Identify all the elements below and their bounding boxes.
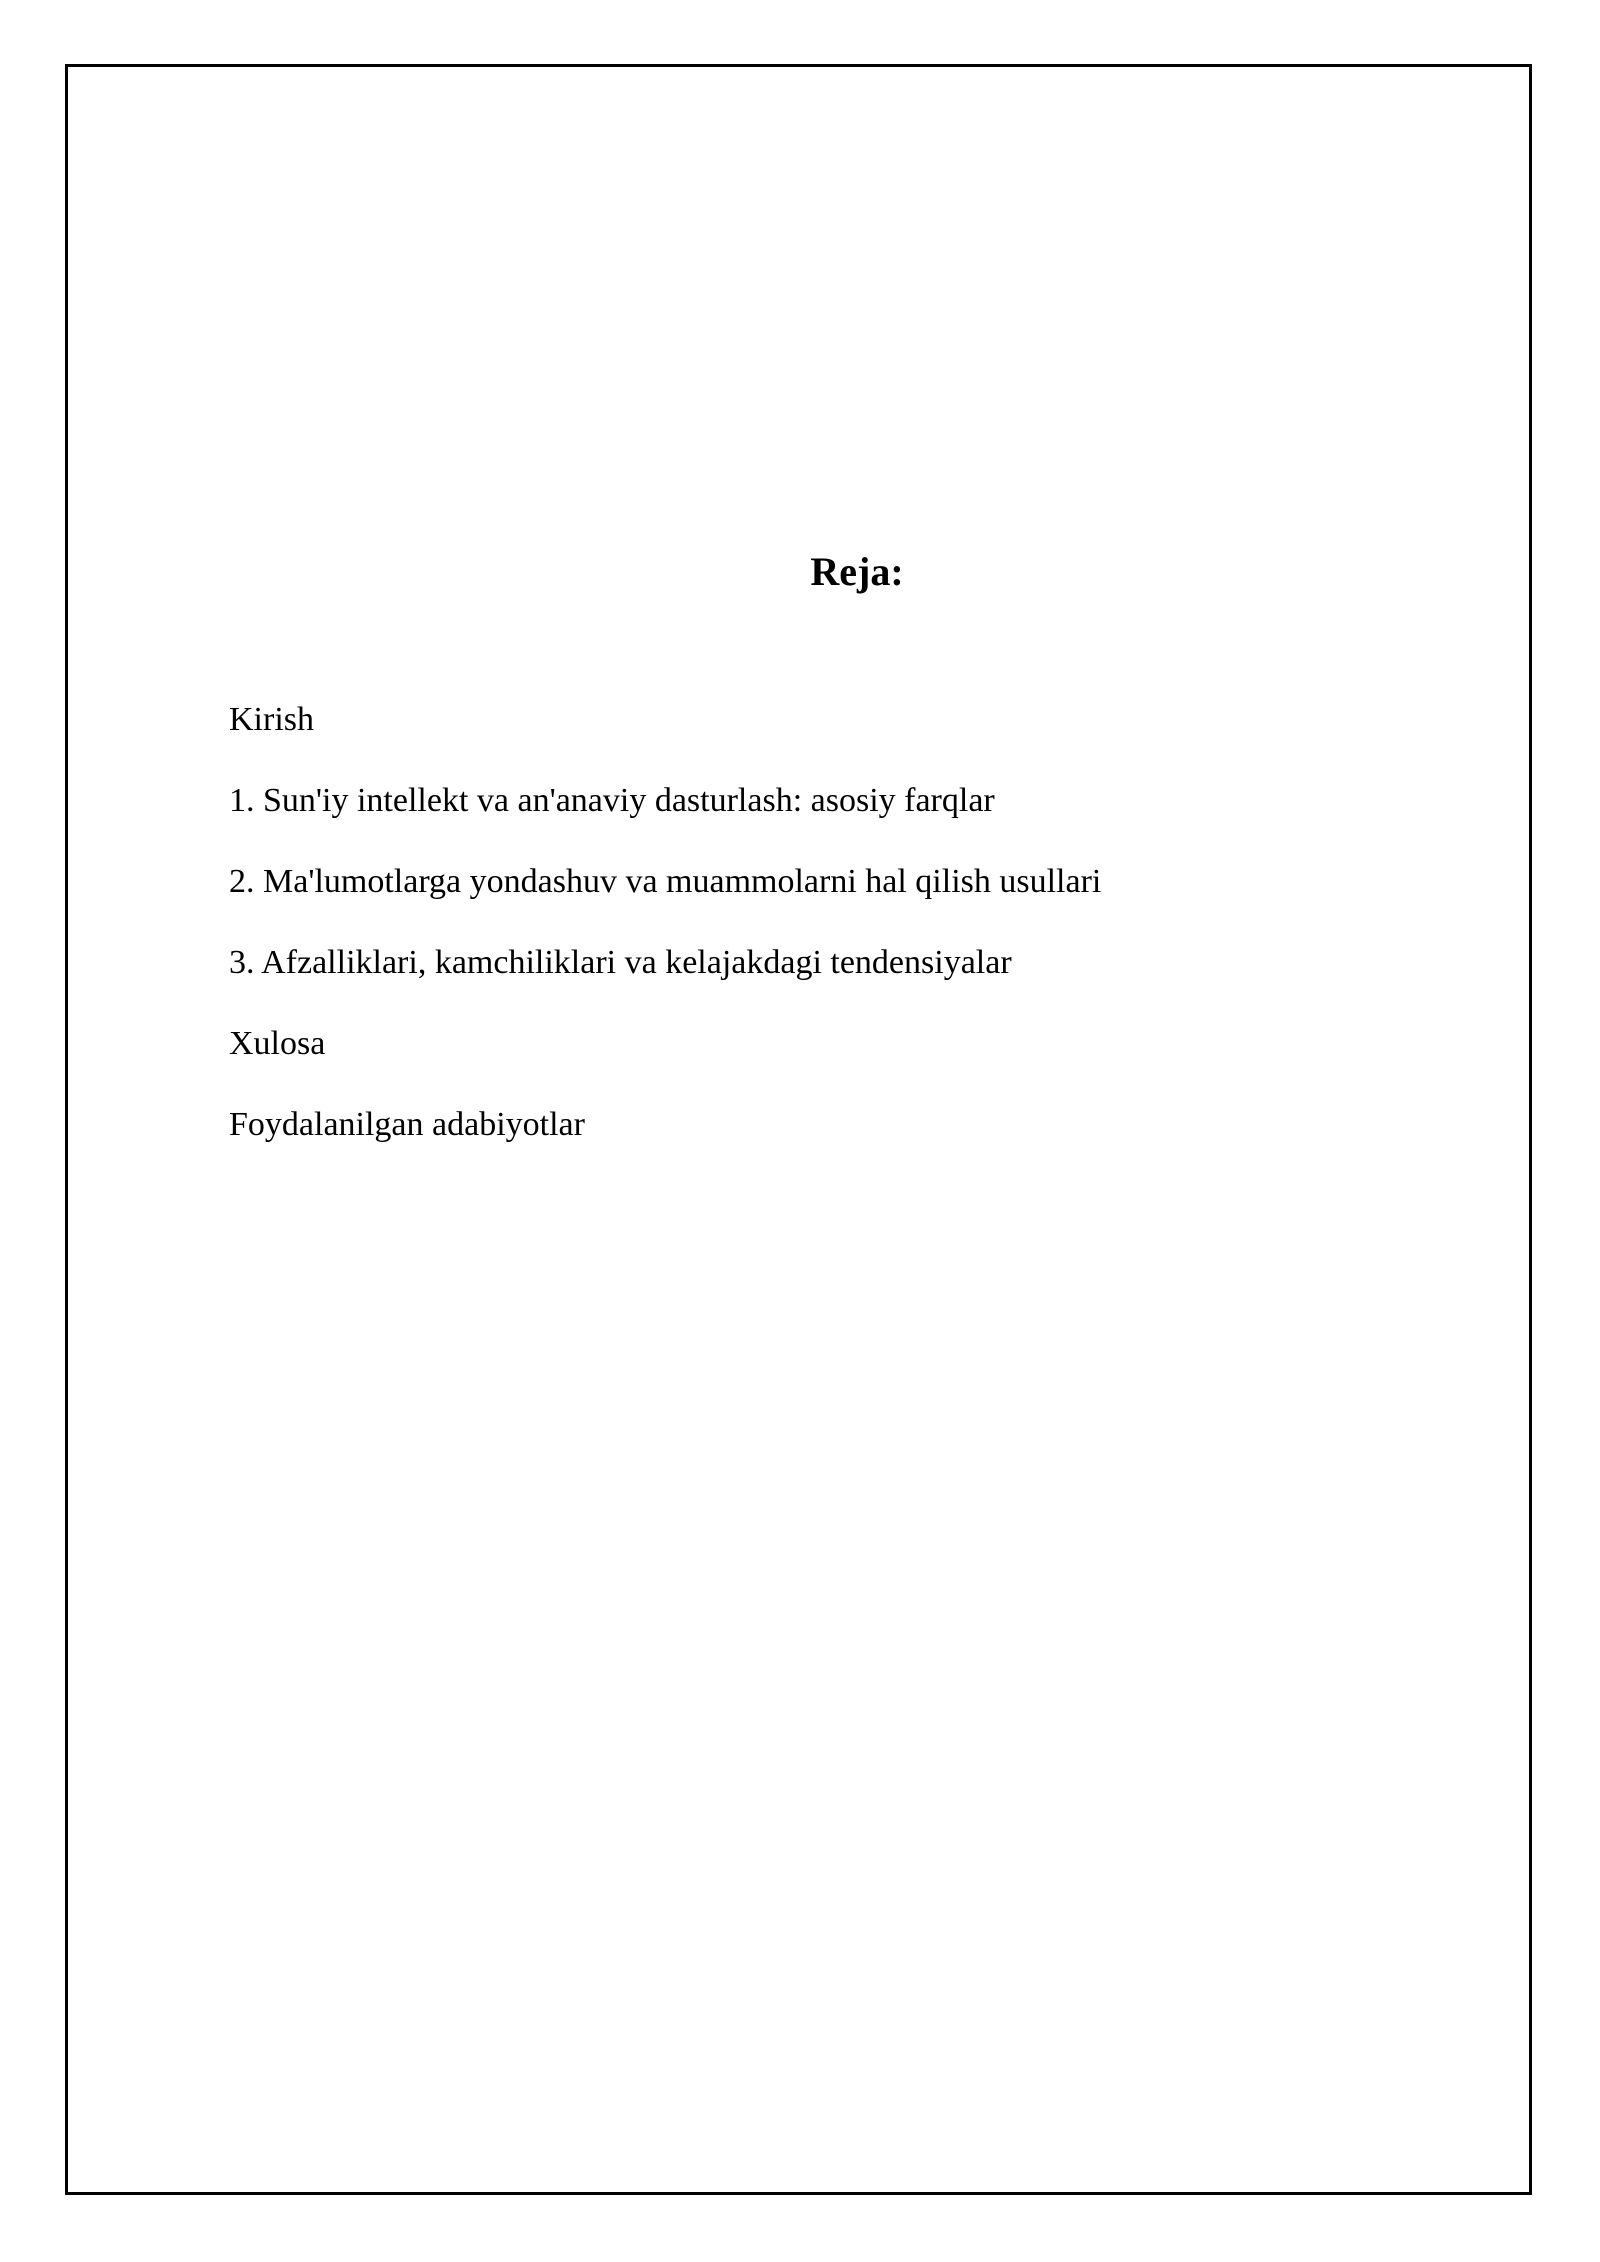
plan-item-conclusion: Xulosa — [229, 1025, 326, 1062]
plan-list — [229, 700, 1101, 1186]
plan-item-references: Foydalanilgan adabiyotlar — [229, 1106, 585, 1143]
page-title: Reja: — [810, 549, 904, 594]
plan-item-introduction: Kirish — [229, 701, 314, 738]
plan-item-1: 1. Sun'iy intellekt va an'anaviy dasturlash: asosiy farqlar — [229, 782, 995, 819]
plan-item-3: 3. Afzalliklari, kamchiliklari va kelajakdagi tendensiyalar — [229, 944, 1012, 981]
plan-item-2: 2. Ma'lumotlarga yondashuv va muammolarni hal qilish usullari — [229, 863, 1102, 900]
